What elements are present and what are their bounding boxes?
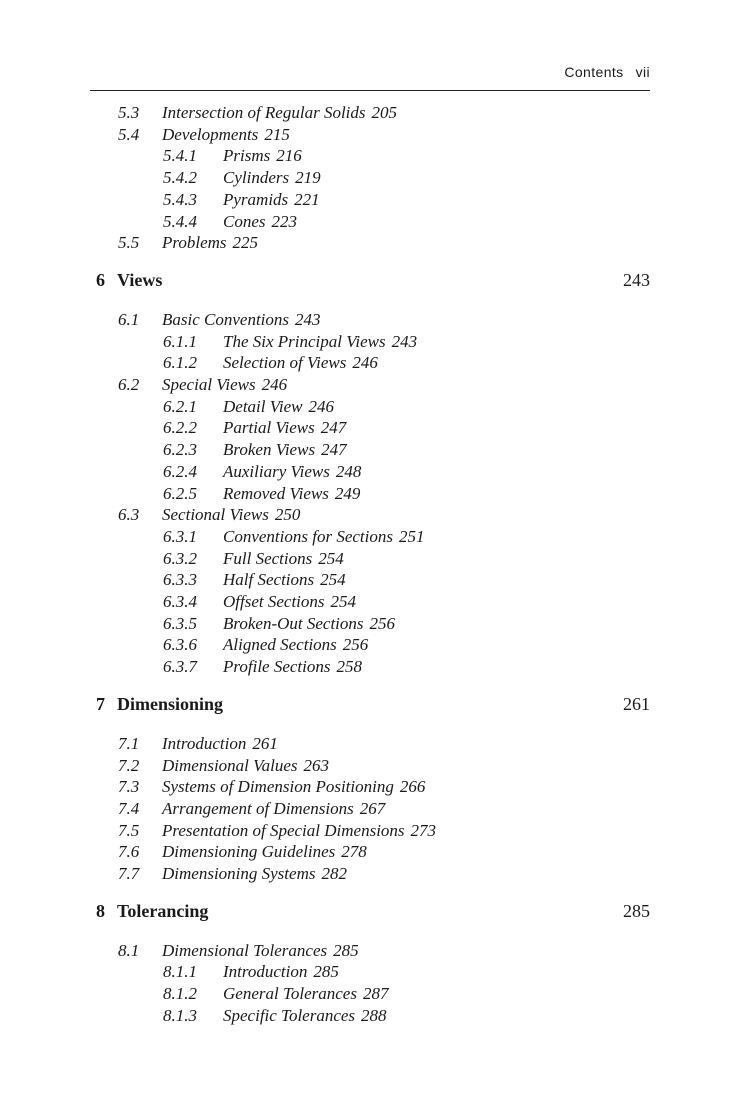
toc-entry-page: 247 [321, 440, 347, 460]
toc-entry-page: 254 [330, 592, 357, 611]
toc-entry-title: Offset Sections [223, 592, 325, 611]
toc-entry-text [223, 418, 346, 438]
toc-entry-title: Problems [162, 233, 227, 253]
toc-entry-number: 6.3 [118, 505, 140, 525]
toc-entry [0, 941, 738, 961]
toc-entry-title: Pyramids [223, 189, 289, 209]
toc-entry [0, 864, 738, 884]
toc-entry-text [162, 233, 258, 253]
toc-entry-page: 261 [252, 733, 278, 753]
toc-entry-text [162, 777, 425, 797]
toc-entry-text [162, 941, 359, 961]
toc-entry [0, 984, 738, 1004]
toc-entry-title: Dimensional Values [162, 755, 298, 775]
toc-entry-title: Presentation of Special Dimensions [162, 820, 405, 840]
toc-entry [0, 375, 738, 395]
toc-entry-number: 6.2.2 [163, 418, 197, 438]
toc-entry-title: Full Sections [223, 548, 313, 568]
toc-entry-page: 205 [371, 103, 398, 122]
toc-entry [0, 440, 738, 460]
toc-chapter-entry [0, 269, 738, 291]
toc-entry-title: Auxiliary Views [223, 461, 330, 481]
toc-entry-number: 8 [96, 900, 105, 921]
toc-entry-number: 6.3.4 [163, 592, 197, 611]
toc-entry-title: Profile Sections [223, 657, 331, 677]
toc-entry-number: 6.3.6 [163, 635, 197, 655]
toc-entry-text [223, 146, 302, 166]
toc-entry [0, 821, 738, 841]
toc-entry-text [223, 1006, 387, 1026]
toc-entry-page: 215 [264, 124, 290, 144]
toc-entry-number: 6.3.7 [163, 657, 197, 677]
toc-entry-number: 5.3 [118, 103, 140, 122]
toc-entry-page: 273 [410, 820, 437, 840]
toc-entry [0, 212, 738, 232]
toc-entry [0, 1006, 738, 1026]
toc-entry-text [162, 864, 347, 884]
toc-entry-number: 5.4 [118, 124, 140, 144]
toc-entry-number: 6.1.2 [163, 353, 197, 373]
toc-entry-text [223, 484, 360, 504]
toc-entry-text [223, 549, 344, 569]
toc-entry-text [223, 397, 334, 417]
toc-entry-page: 246 [261, 375, 288, 394]
toc-entry [0, 233, 738, 253]
toc-entry-title: Sectional Views [162, 505, 269, 525]
toc-entry-number: 6.2.3 [163, 440, 197, 460]
toc-entry-title: Special Views [162, 375, 256, 394]
toc-entry [0, 310, 738, 330]
toc-entry-text [223, 190, 320, 210]
toc-entry-number: 6.3.3 [163, 570, 197, 590]
toc-entry-text [162, 505, 300, 525]
toc-entry [0, 549, 738, 569]
toc-entry-title: Developments [162, 124, 259, 144]
toc-entry-number: 6.3.2 [163, 548, 197, 568]
toc-entry-page: 254 [320, 570, 346, 590]
toc-entry-number: 8.1.3 [163, 1005, 197, 1025]
toc-entry-title: Selection of Views [223, 353, 347, 373]
toc-entry-page: 248 [335, 461, 362, 481]
toc-entry [0, 146, 738, 166]
toc-entry-text [223, 570, 346, 590]
toc-entry-title: Cones [223, 211, 266, 231]
toc-entry-text [223, 332, 417, 352]
toc-entry-text [162, 103, 397, 123]
toc-entry [0, 505, 738, 525]
toc-entry [0, 842, 738, 862]
toc-entry-text [223, 353, 378, 373]
toc-entry-text [223, 962, 339, 982]
toc-entry-title: Cylinders [223, 168, 290, 188]
toc-entry [0, 592, 738, 612]
toc-entry [0, 353, 738, 373]
toc-entry [0, 418, 738, 438]
toc-entry-title: Dimensioning [117, 693, 224, 714]
toc-entry-page: 251 [398, 526, 425, 546]
toc-entry-title: Removed Views [223, 483, 329, 503]
toc-entry-text [223, 635, 368, 655]
toc-chapter-page: 285 [623, 900, 650, 921]
toc-entry-title: Half Sections [223, 570, 315, 590]
toc-entry-title: Introduction [162, 733, 247, 753]
toc-entry-title: Introduction [223, 962, 308, 982]
toc-entry-number: 6.2.5 [163, 483, 197, 503]
toc-entry [0, 756, 738, 776]
toc-chapter-page: 243 [623, 269, 650, 290]
toc-entry-page: 267 [359, 798, 386, 818]
toc-entry [0, 635, 738, 655]
toc-entry-page: 246 [308, 396, 334, 416]
toc-entry-title: Dimensional Tolerances [162, 940, 328, 960]
toc-entry-number: 7.3 [118, 777, 140, 797]
toc-entry-title: Prisms [223, 146, 271, 166]
toc-entry-title: Specific Tolerances [223, 1005, 356, 1025]
toc-entry [0, 777, 738, 797]
toc-entry-number: 7.7 [118, 864, 140, 883]
toc-entry-page: 258 [336, 657, 362, 677]
toc-entry-page: 243 [295, 309, 321, 329]
toc-entry-number: 6 [96, 269, 105, 290]
toc-entry-title: Dimensioning Systems [162, 864, 316, 883]
toc-entry-title: Dimensioning Guidelines [162, 842, 336, 862]
toc-entry-text [223, 527, 424, 547]
toc-entry [0, 332, 738, 352]
toc-chapter-entry [0, 693, 738, 715]
toc-entry-page: 221 [294, 189, 320, 209]
toc-entry-text [223, 614, 395, 634]
toc-entry-number: 8.1.1 [163, 962, 197, 982]
toc-entry-number: 5.4.2 [163, 168, 197, 188]
toc-entry-text [162, 842, 367, 862]
toc-entry-number: 5.4.1 [163, 146, 197, 166]
toc-entry-number: 6.2.1 [163, 396, 197, 416]
toc-entry-title: Systems of Dimension Positioning [162, 777, 394, 797]
toc-entry-page: 247 [320, 418, 347, 438]
toc-entry-page: 266 [399, 777, 426, 797]
toc-chapter-page: 261 [623, 693, 650, 714]
toc-entry [0, 962, 738, 982]
toc-entry-number: 7.1 [118, 733, 140, 753]
toc-entry-title: Arrangement of Dimensions [162, 798, 354, 818]
toc-entry-number: 6.3.5 [163, 613, 197, 633]
toc-entry [0, 462, 738, 482]
toc-entry [0, 103, 738, 123]
toc-entry-page: 282 [321, 864, 347, 883]
toc-entry-title: Intersection of Regular Solids [162, 103, 366, 122]
toc-entry-page: 219 [295, 168, 321, 188]
toc-entry [0, 734, 738, 754]
toc-entry-title: Broken Views [223, 440, 316, 460]
toc-entry-number: 7 [96, 693, 105, 714]
toc-entry-text [162, 125, 290, 145]
toc-entry-page: 263 [303, 755, 330, 775]
toc-entry-page: 246 [352, 353, 378, 373]
toc-entry-page: 256 [342, 635, 369, 655]
toc-entry [0, 484, 738, 504]
toc-entry-number: 5.5 [118, 233, 140, 253]
toc-entry-page: 287 [362, 984, 389, 1004]
running-head-page-number: vii [635, 64, 650, 80]
toc-entry-title: Partial Views [223, 418, 315, 438]
toc-entry-number: 7.2 [118, 755, 140, 775]
toc-entry [0, 657, 738, 677]
toc-entry-page: 288 [361, 1005, 387, 1025]
toc-entry-number: 5.4.3 [163, 189, 197, 209]
toc-entry-text [223, 657, 362, 677]
toc-entry-number: 8.1.2 [163, 984, 197, 1004]
toc-entry-page: 256 [369, 613, 396, 633]
toc-entry-number: 5.4.4 [163, 211, 197, 231]
toc-entry-title: Tolerancing [117, 900, 209, 921]
toc-entry-number: 7.6 [118, 842, 140, 862]
toc-entry-text [117, 693, 223, 715]
toc-entry-number: 8.1 [118, 940, 140, 960]
toc-entry-number: 6.1 [118, 309, 140, 329]
toc-entry-page: 216 [276, 146, 302, 166]
toc-entry-text [162, 375, 287, 395]
toc-entry [0, 799, 738, 819]
toc-entry-text [162, 734, 278, 754]
toc-entry-text [162, 756, 329, 776]
toc-entry-text [223, 462, 361, 482]
toc-entry-text [223, 984, 388, 1004]
toc-entry [0, 125, 738, 145]
toc-entry-text [117, 269, 162, 291]
toc-entry-title: The Six Principal Views [223, 331, 386, 351]
toc-entry [0, 168, 738, 188]
toc-entry [0, 570, 738, 590]
toc-entry-text [162, 799, 385, 819]
toc-entry-page: 254 [318, 548, 344, 568]
toc-entry-title: Conventions for Sections [223, 526, 393, 546]
toc-entry-title: Detail View [223, 396, 303, 416]
toc-entry-page: 225 [232, 233, 259, 253]
toc-entry-text [223, 168, 321, 188]
toc-entry-number: 6.1.1 [163, 331, 197, 351]
toc-entry-page: 243 [391, 331, 418, 351]
toc-entry-text [162, 821, 436, 841]
toc-chapter-entry [0, 900, 738, 922]
toc-entry-page: 285 [333, 940, 359, 960]
toc-entry-text [162, 310, 321, 330]
toc-entry-number: 7.5 [118, 820, 140, 840]
toc-entry-text [117, 900, 208, 922]
toc-entry [0, 397, 738, 417]
toc-entry [0, 190, 738, 210]
toc-entry-number: 6.2.4 [163, 461, 197, 481]
toc-entry-number: 7.4 [118, 798, 140, 818]
toc-entry-page: 250 [274, 505, 301, 525]
toc-entry-page: 223 [271, 211, 297, 231]
toc-entry-text [223, 592, 356, 612]
toc-entry-page: 249 [334, 483, 361, 503]
toc-entry-text [223, 212, 297, 232]
toc-entry-title: Basic Conventions [162, 309, 290, 329]
toc-entry-title: Broken-Out Sections [223, 613, 364, 633]
toc-entry-page: 278 [341, 842, 367, 862]
toc-entry-title: Aligned Sections [223, 635, 337, 655]
toc-entry-title: General Tolerances [223, 984, 357, 1004]
toc-entry-number: 6.3.1 [163, 526, 197, 546]
toc-entry-title: Views [117, 269, 163, 290]
running-head-section: Contents [564, 64, 624, 80]
toc-entry-number: 6.2 [118, 375, 140, 394]
toc-entry-page: 285 [313, 962, 339, 982]
toc-entry-text [223, 440, 347, 460]
toc-entry [0, 614, 738, 634]
toc-entry [0, 527, 738, 547]
